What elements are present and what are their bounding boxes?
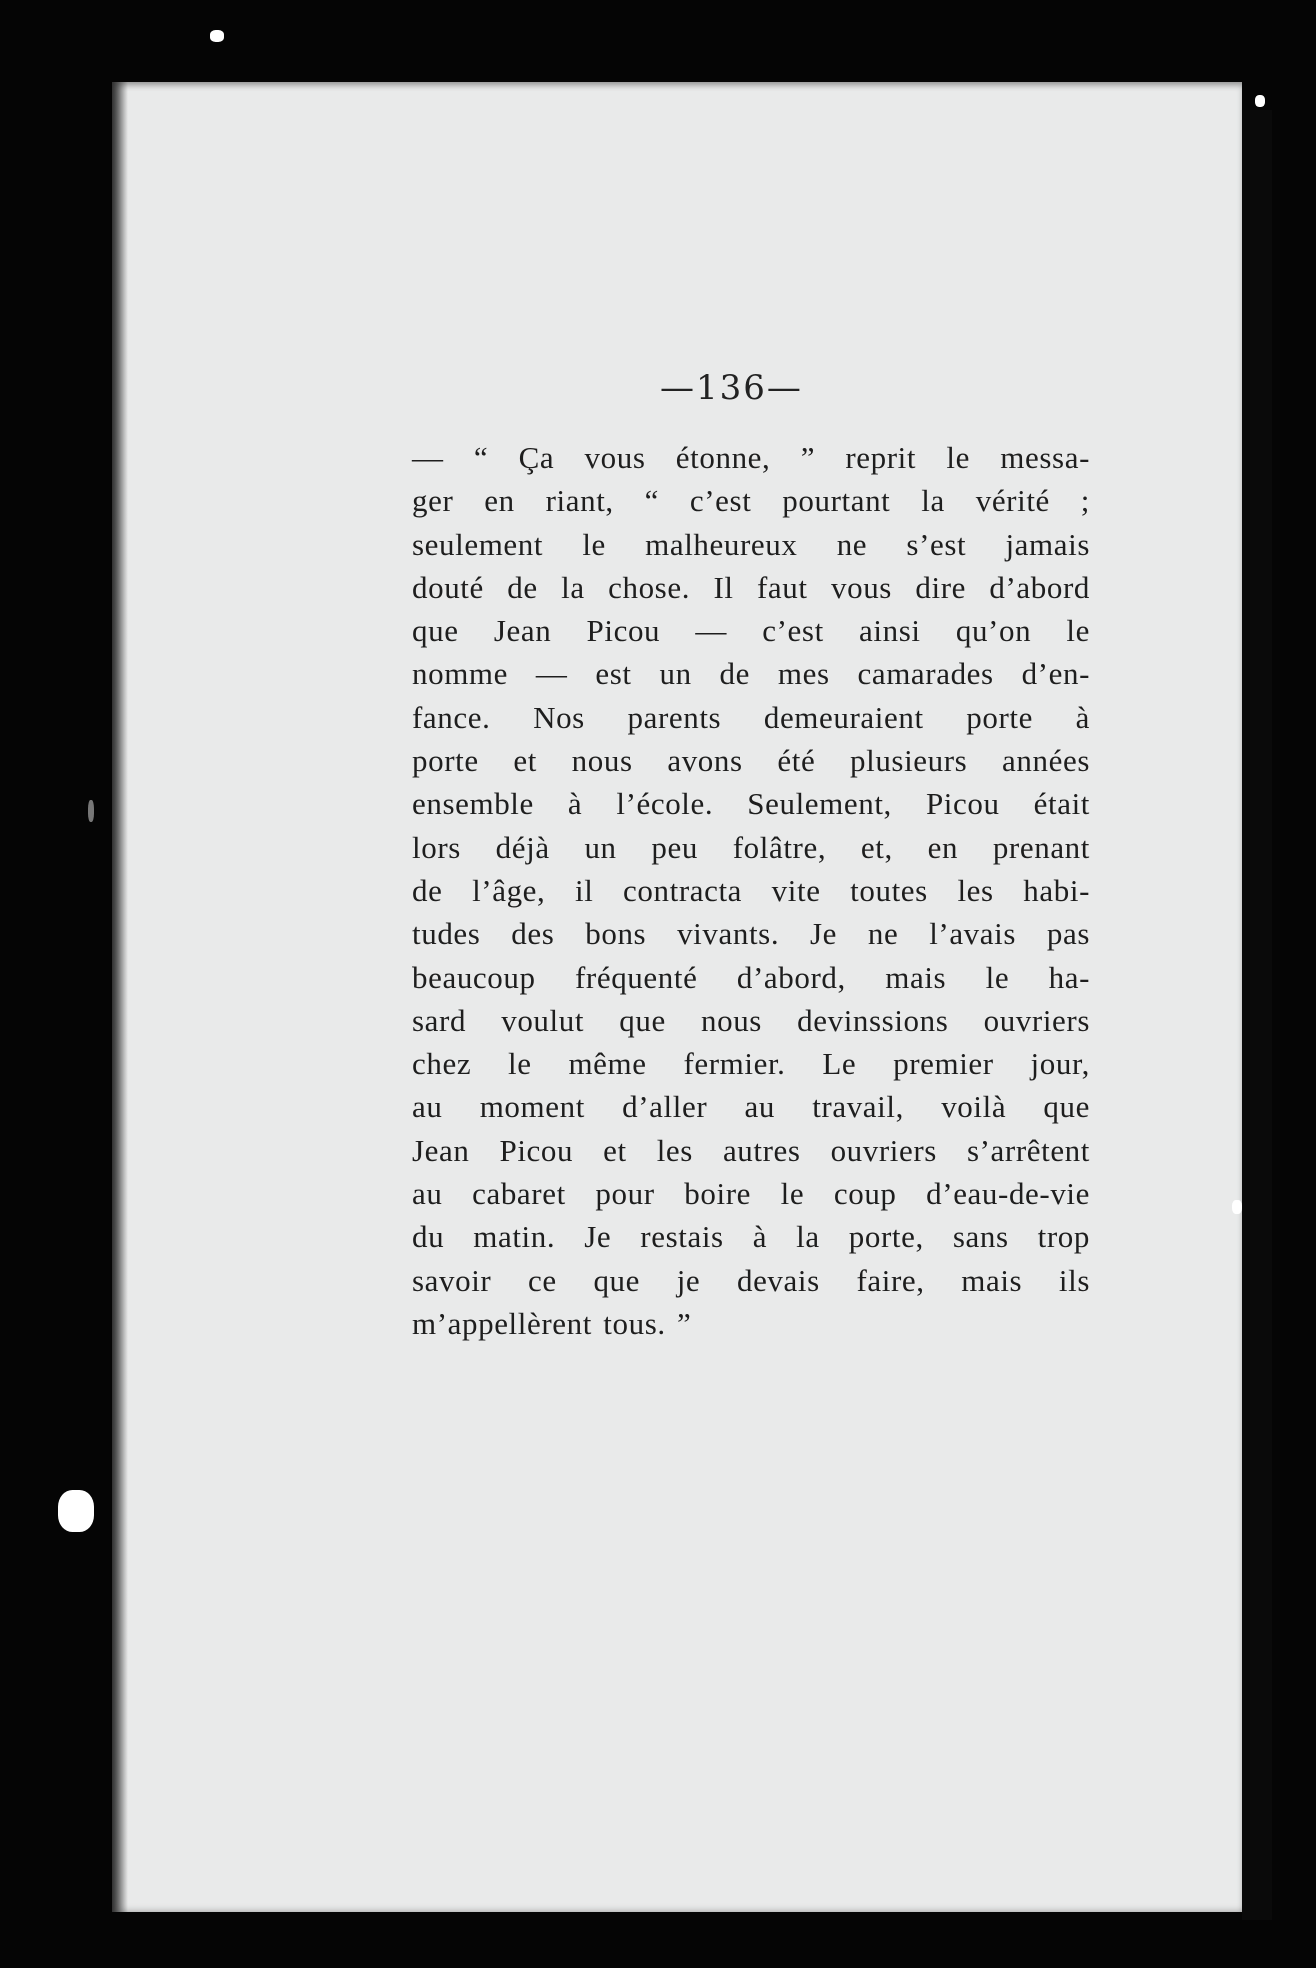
text-line: Jean Picou et les autres ouvriers s’arrêtent xyxy=(412,1132,1090,1168)
text-line: du matin. Je restais à la porte, sans trop xyxy=(412,1219,1090,1255)
text-line: de l’âge, il contracta vite toutes les habi- xyxy=(412,872,1090,908)
text-line: sard voulut que nous devinssions ouvriers xyxy=(412,1002,1090,1038)
scan-speck xyxy=(88,800,94,822)
text-line: que Jean Picou — c’est ainsi qu’on le xyxy=(412,613,1090,649)
text-line: au cabaret pour boire le coup d’eau-de-vie xyxy=(412,1176,1090,1212)
text-line: ensemble à l’école. Seulement, Picou était xyxy=(412,786,1090,822)
text-line: tudes des bons vivants. Je ne l’avais pas xyxy=(412,916,1090,952)
text-line: — “ Ça vous étonne, ” reprit le messa- xyxy=(412,440,1090,475)
text-line: m’appellèrent tous. ” xyxy=(412,1305,692,1341)
text-line: lors déjà un peu folâtre, et, en prenant xyxy=(412,829,1090,865)
text-line: porte et nous avons été plusieurs années xyxy=(412,743,1090,779)
page-number: —136— xyxy=(660,368,803,408)
page-edge-shadow xyxy=(1242,110,1272,1920)
scan-speck xyxy=(58,1490,94,1532)
body-text xyxy=(412,436,1090,1345)
text-line: savoir ce que je devais faire, mais ils xyxy=(412,1262,1090,1298)
text-line: ger en riant, “ c’est pourtant la vérité ; xyxy=(412,483,1090,519)
text-line: fance. Nos parents demeuraient porte à xyxy=(412,699,1090,735)
text-line: seulement le malheureux ne s’est jamais xyxy=(412,526,1090,562)
scan-speck xyxy=(1255,95,1265,107)
text-line: douté de la chose. Il faut vous dire d’abord xyxy=(412,569,1090,605)
text-line: beaucoup fréquenté d’abord, mais le ha- xyxy=(412,959,1090,995)
scan-speck xyxy=(210,30,224,42)
scan-speck xyxy=(1232,1200,1242,1214)
text-line: au moment d’aller au travail, voilà que xyxy=(412,1089,1090,1125)
text-line: chez le même fermier. Le premier jour, xyxy=(412,1046,1090,1082)
text-line: nomme — est un de mes camarades d’en- xyxy=(412,656,1090,692)
